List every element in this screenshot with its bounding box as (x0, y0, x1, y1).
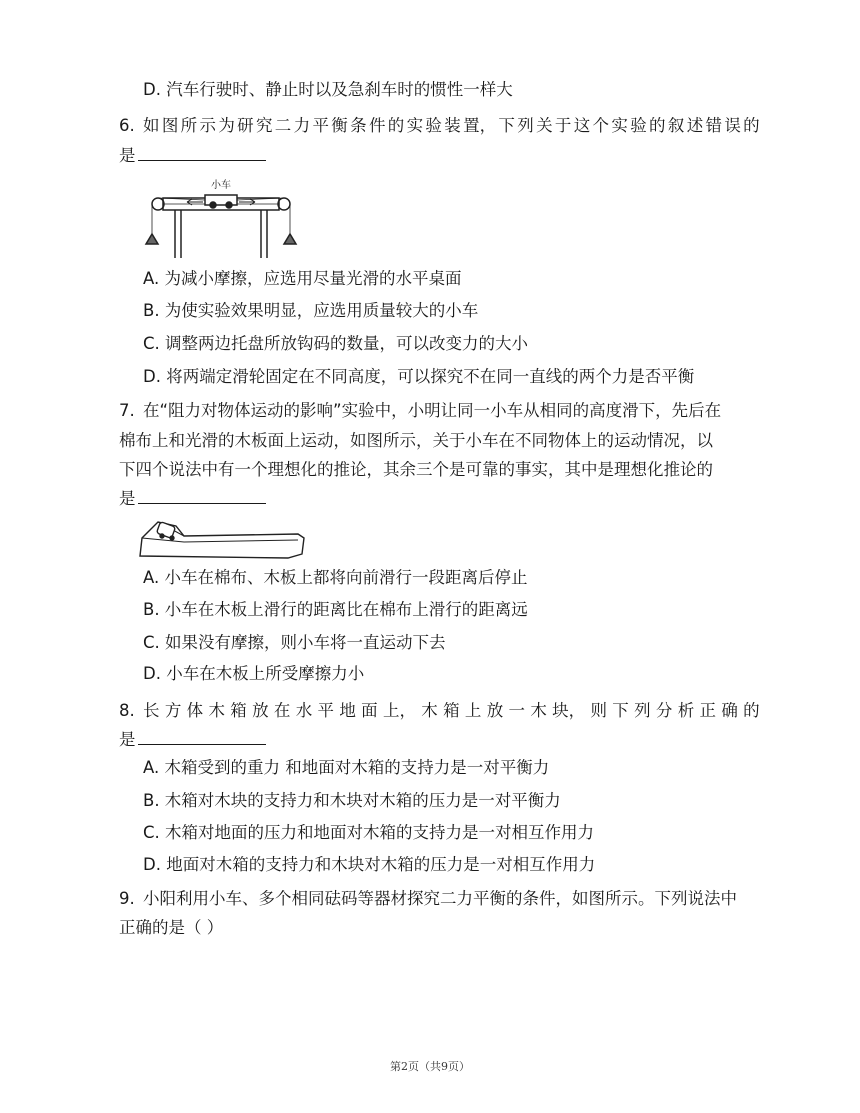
q6-stem-line-2 (119, 146, 266, 166)
q7-option-b: B. 小车在木板上滑行的距离比在棉布上滑行的距离远 (143, 600, 528, 619)
q7-stem-tail: 是 (119, 489, 136, 508)
q8-stem-char: 正 (699, 701, 716, 720)
q6-stem-char: 验 (425, 116, 442, 135)
q6-stem-char: 实 (611, 116, 628, 135)
q8-stem-char: 一 (508, 701, 525, 720)
q6-stem-char: 条 (350, 116, 367, 135)
q6-figure (145, 176, 305, 260)
q6-stem-char: 究 (255, 116, 273, 135)
q6-stem-char: 件 (368, 116, 386, 135)
q6-stem-char: 装 (444, 116, 461, 135)
q8-stem-char: 析 (677, 701, 695, 720)
q9-stem-line-2: 正确的是（ ） (119, 918, 224, 937)
q6-stem-char: 力 (293, 116, 311, 135)
q6-stem-char: 的 (649, 116, 666, 135)
q8-stem-char: 平 (317, 701, 334, 720)
q6-stem-char: 置， (463, 116, 497, 135)
q8-option-c: C. 木箱对地面的压力和地面对木箱的支持力是一对相互作用力 (143, 823, 595, 842)
q6-stem-char: 研 (237, 116, 254, 135)
q6-stem-char: 二 (274, 116, 292, 135)
q6-stem-char: 为 (218, 116, 235, 135)
q6-stem-char: 错 (705, 116, 723, 135)
q7-stem-line-3: 下四个说法中有一个理想化的推论，其余三个是可靠的事实，其中是理想化推论的 (119, 460, 713, 479)
q8-stem-char: 放 (252, 701, 269, 720)
q8-stem-char: 水 (295, 701, 313, 720)
q6-stem-char: 列 (517, 116, 534, 135)
q6-stem-char: 的 (743, 116, 760, 135)
q8-option-b: B. 木箱对木块的支持力和木块对木箱的压力是一对平衡力 (143, 791, 561, 810)
q8-stem-char: 木 (530, 701, 547, 720)
q8-stem-char: 的 (743, 701, 760, 720)
q6-stem-char: 平 (312, 116, 329, 135)
q6-stem-tail: 是 (119, 146, 136, 165)
q8-stem-char: 则 (590, 701, 607, 720)
q6-stem-char: 误 (724, 116, 741, 135)
q8-option-d: D. 地面对木箱的支持力和木块对木箱的压力是一对相互作用力 (143, 855, 596, 874)
q8-stem-line-2 (119, 730, 266, 750)
q6-stem-char: 下 (498, 116, 515, 135)
q9-number: 9. (119, 889, 135, 908)
q6-stem-char: 示 (199, 116, 216, 135)
q8-stem-char: 确 (721, 701, 738, 720)
q6-stem-char: 实 (406, 116, 424, 135)
q8-stem-char: 列 (634, 701, 651, 720)
q6-option-a: A. 为减小摩擦，应选用尽量光滑的水平桌面 (143, 269, 462, 288)
q6-option-b: B. 为使实验效果明显，应选用质量较大的小车 (143, 301, 479, 320)
q8-stem-char: 方 (164, 701, 182, 720)
q8-stem-char: 上， (382, 701, 416, 720)
q6-stem-char: 验 (630, 116, 647, 135)
q8-stem-char: 长 (143, 701, 160, 720)
q6-number: 6. (119, 116, 135, 135)
q8-stem-char: 地 (339, 701, 356, 720)
q8-stem-char: 下 (612, 701, 629, 720)
q8-stem-char: 分 (655, 701, 673, 720)
q9-stem-line-1: 小阳利用小车、多个相同砝码等器材探究二力平衡的条件，如图所示。下列说法中 (143, 889, 737, 908)
q6-stem-char: 述 (686, 116, 704, 135)
q8-stem-char: 上 (464, 701, 482, 720)
q6-figure-label: 小车 (211, 180, 231, 191)
q8-stem-char: 箱 (443, 701, 460, 720)
q6-stem-char: 如 (143, 116, 160, 135)
q6-stem-char: 图 (161, 116, 179, 135)
q5-option-d: D. 汽车行驶时、静止时以及急刹车时的惯性一样大 (143, 80, 513, 99)
q8-number: 8. (119, 701, 135, 720)
q7-figure (138, 514, 306, 560)
q8-stem-char: 木 (421, 701, 438, 720)
q6-stem-char: 关 (536, 116, 553, 135)
q8-answer-blank (138, 730, 266, 745)
q6-stem-char: 叙 (667, 116, 685, 135)
q7-stem-line-2: 棉布上和光滑的木板面上运动，如图所示，关于小车在不同物体上的运动情况，以 (119, 431, 713, 450)
q7-stem-line-4 (119, 489, 266, 509)
q6-stem-char: 衡 (331, 116, 348, 135)
q6-answer-blank (138, 146, 266, 161)
q8-stem-tail: 是 (119, 730, 136, 749)
q6-stem-char: 于 (554, 116, 572, 135)
q7-option-d: D. 小车在木板上所受摩擦力小 (143, 664, 365, 683)
q8-stem-line-1 (143, 701, 760, 721)
q7-answer-blank (138, 489, 266, 504)
page-footer: 第2页（共9页） (390, 1060, 470, 1073)
q6-stem-char: 所 (180, 116, 198, 135)
q6-stem-char: 的 (387, 116, 405, 135)
q7-option-c: C. 如果没有摩擦，则小车将一直运动下去 (143, 633, 446, 652)
q8-stem-char: 面 (361, 701, 378, 720)
q8-stem-char: 木 (208, 701, 225, 720)
q8-stem-char: 箱 (230, 701, 247, 720)
q7-number: 7. (119, 401, 135, 420)
q8-option-a: A. 木箱受到的重力 和地面对木箱的支持力是一对平衡力 (143, 758, 550, 777)
q8-stem-char: 在 (273, 701, 291, 720)
q6-option-d: D. 将两端定滑轮固定在不同高度，可以探究不在同一直线的两个力是否平衡 (143, 367, 695, 386)
q7-option-a: A. 小车在棉布、木板上都将向前滑行一段距离后停止 (143, 568, 528, 587)
q6-stem-char: 这 (573, 116, 591, 135)
q8-stem-char: 放 (486, 701, 504, 720)
q8-stem-char: 体 (186, 701, 204, 720)
q8-stem-char: 块， (552, 701, 586, 720)
q7-stem-line-1: 在“阻力对物体运动的影响”实验中，小明让同一小车从相同的高度滑下，先后在 (143, 401, 722, 420)
q6-stem-line-1 (143, 116, 760, 136)
q6-stem-char: 个 (592, 116, 610, 135)
q6-option-c: C. 调整两边托盘所放钩码的数量，可以改变力的大小 (143, 334, 529, 353)
